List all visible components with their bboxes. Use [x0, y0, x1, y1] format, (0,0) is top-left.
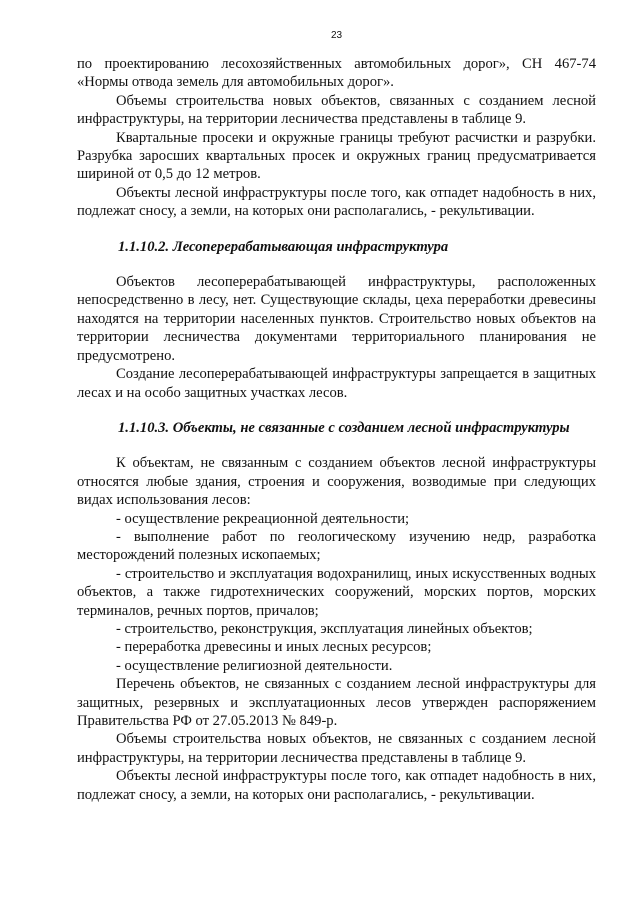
paragraph-4: Объекты лесной инфраструктуры после того, как отпадет надобность в них, подлежат сносу, а земли, на которых они располагались, - рекультивации. [77, 184, 596, 220]
list-item-5: - переработка древесины и иных лесных ресурсов; [116, 639, 432, 656]
list-item-1: - осуществление рекреационной деятельности; [116, 510, 410, 527]
page-number: 23 [330, 30, 343, 41]
document-body [77, 55, 596, 804]
paragraph-9: Объемы строительства новых объектов, не связанных с созданием лесной инфраструктуры, на территории лесничества представлены в таблице 9. [77, 731, 596, 766]
paragraph-1: по проектированию лесохозяйственных автомобильных дорог», СН 467-74 «Нормы отвода земель для автомобильных дорог». [77, 56, 596, 91]
list-item-6: - осуществление религиозной деятельности. [116, 657, 393, 674]
paragraph-7: К объектам, не связанным с созданием объектов лесной инфраструктуры относятся любые здания, строения и сооружения, возводимые при следующих видах использования лесов: [77, 455, 596, 509]
paragraph-8: Перечень объектов, не связанных с созданием лесной инфраструктуры для защитных, резервных и эксплуатационных лесов утвержден распоряжением Правительства РФ от 27.05.2013 № 849-р. [77, 676, 596, 729]
list-item-3: - строительство и эксплуатация водохранилищ, иных искусственных водных объектов, а также гидротехнических сооружений, морских портов, морских терминалов, речных портов, причалов; [77, 565, 596, 619]
section-heading-2: 1.1.10.3. Объекты, не связанные с созданием лесной инфраструктуры [118, 419, 570, 436]
list-item-4: - строительство, реконструкция, эксплуатация линейных объектов; [116, 620, 533, 637]
section-heading-1: 1.1.10.2. Лесоперерабатывающая инфраструктура [118, 238, 449, 255]
paragraph-2: Объемы строительства новых объектов, связанных с созданием лесной инфраструктуры, на территории лесничества представлены в таблице 9. [77, 92, 596, 128]
paragraph-6: Создание лесоперерабатывающей инфраструктуры запрещается в защитных лесах и на особо защитных участках лесов. [77, 366, 596, 401]
list-item-2: - выполнение работ по геологическому изучению недр, разработка месторождений полезных ископаемых; [77, 528, 596, 564]
paragraph-5: Объектов лесоперерабатывающей инфраструктуры, расположенных непосредственно в лесу, нет. Существующие склады, цеха переработки древесины находятся на территории населенных пунктов. Строительство новых объектов на территории лесничества документами территориального планирования не предусмотрено. [77, 274, 596, 364]
paragraph-3: Квартальные просеки и окружные границы требуют расчистки и разрубки. Разрубка заросших квартальных просек и окружных границ предусматривается шириной от 0,5 до 12 метров. [77, 129, 596, 183]
paragraph-10: Объекты лесной инфраструктуры после того, как отпадет надобность в них, подлежат сносу, а земли, на которых они располагались, - рекультивации. [77, 768, 596, 803]
